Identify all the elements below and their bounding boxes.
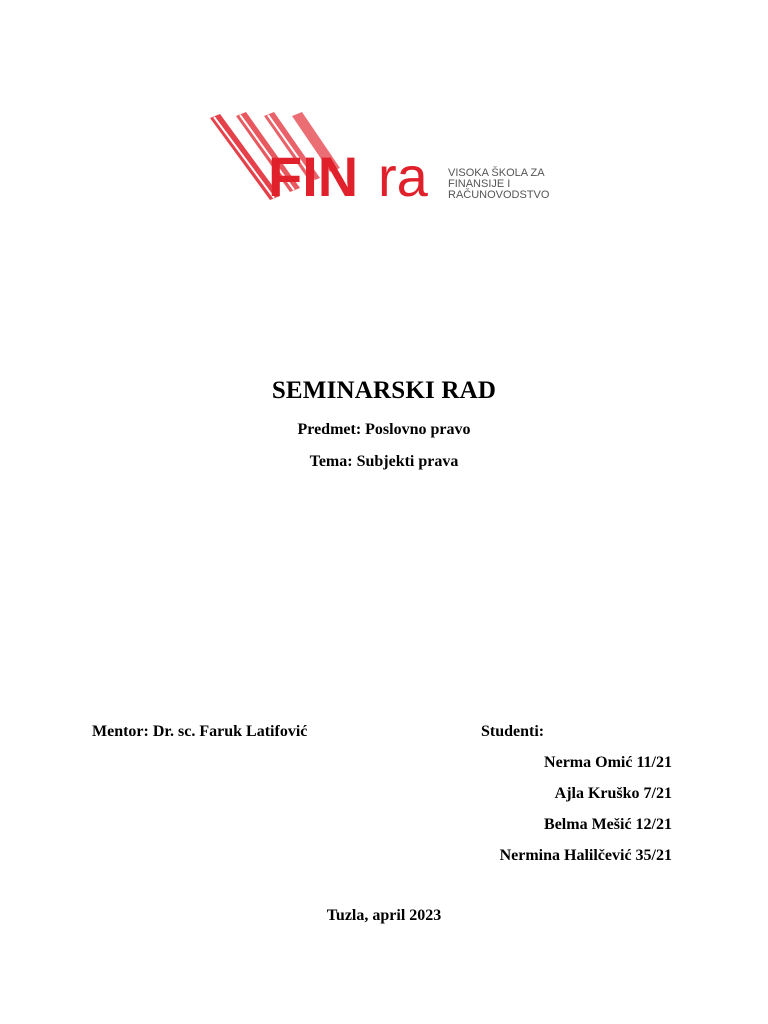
- logo-institution-line-3: RAČUNOVODSTVO: [448, 189, 550, 201]
- mentor-line: Mentor: Dr. sc. Faruk Latifović: [92, 723, 308, 740]
- logo-ra-text: ra: [378, 145, 428, 204]
- place-date: Tuzla, april 2023: [326, 907, 442, 924]
- logo-fin-text: FIN: [268, 145, 359, 204]
- student-item: Ajla Kruško 7/21: [554, 785, 672, 802]
- students-list: [500, 753, 672, 877]
- subject-line: Predmet: Poslovno pravo: [297, 421, 471, 438]
- logo-institution-line-2: FINANSIJE I: [448, 178, 511, 190]
- student-item: Nermina Halilčević 35/21: [499, 847, 672, 864]
- logo-institution-line-1: VISOKA ŠKOLA ZA: [448, 167, 545, 179]
- finra-logo: [208, 108, 560, 204]
- document-title: SEMINARSKI RAD: [271, 377, 497, 404]
- students-heading: Studenti:: [481, 723, 545, 740]
- student-item: Nerma Omić 11/21: [544, 754, 672, 771]
- topic-line: Tema: Subjekti prava: [309, 453, 459, 470]
- student-item: Belma Mešić 12/21: [544, 816, 672, 833]
